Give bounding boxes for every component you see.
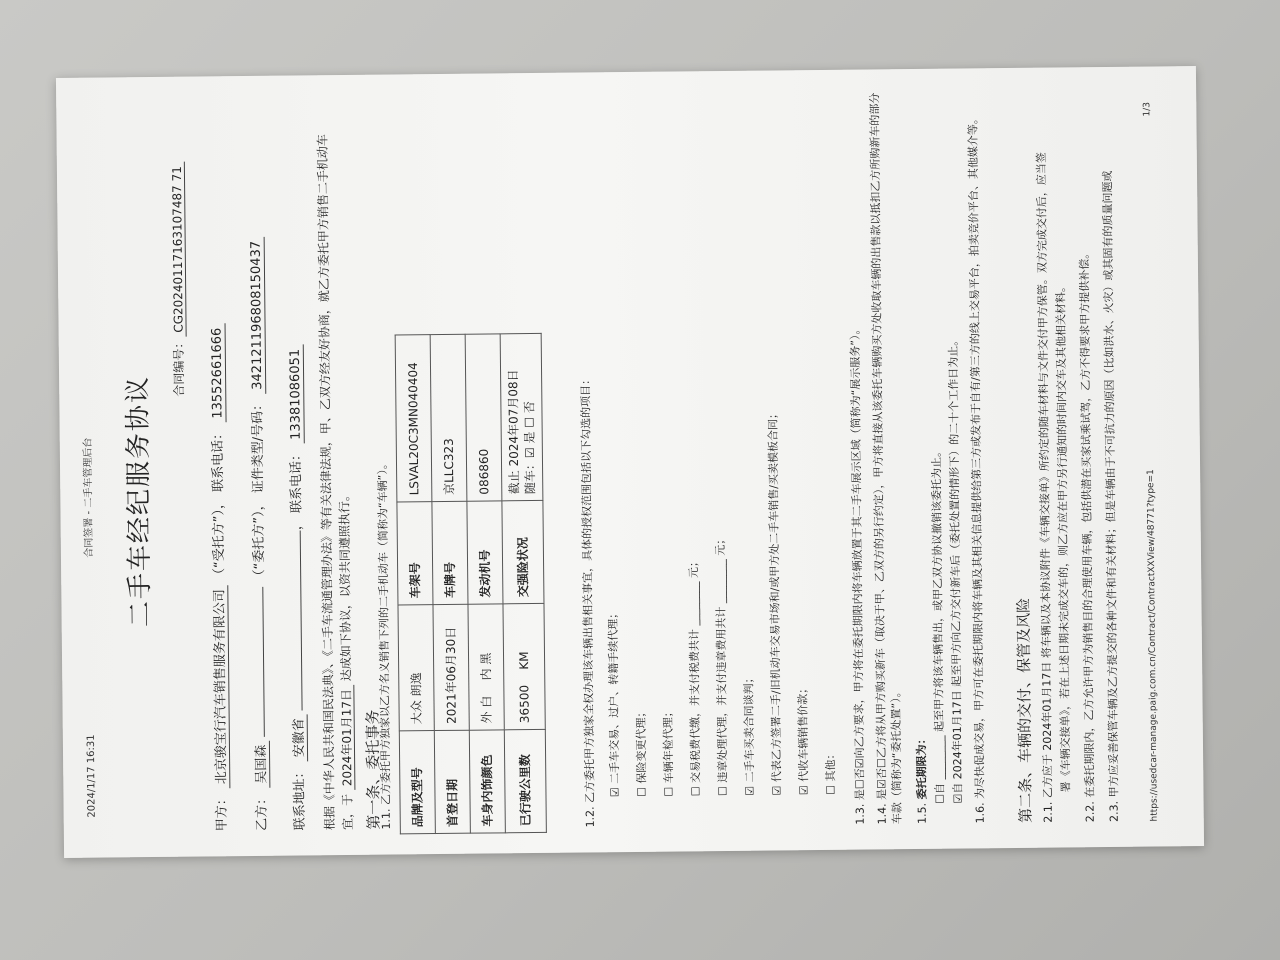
- clause-2-2-text: 在委托期限内，乙方允许甲方为销售目的合理使用车辆，包括供潜在买家试乘试驾，乙方不得要求甲方提供补偿。: [1077, 247, 1097, 798]
- address-phone: 13381086051: [288, 345, 305, 444]
- color-label: 车身内饰颜色: [469, 730, 505, 833]
- option-other[interactable]: ☐ 其他：: [824, 748, 838, 795]
- color-interior: 内 黑: [478, 652, 494, 681]
- party-a-suffix: （“受托方”）: [211, 508, 228, 582]
- contract-number: [169, 162, 188, 397]
- km-number: 36500: [517, 684, 532, 724]
- clause-1-1: [376, 458, 395, 830]
- insurance-expiry: 截止 2024年07月08日: [506, 369, 522, 495]
- clause-1-5-no: 1.5.: [915, 802, 929, 825]
- print-url: https://usedcar-manage.paig.com.cn/Contract/ContractXXView/48771?type=1: [1146, 469, 1160, 822]
- term-option-1[interactable]: ☐自 ________ 起至甲方将该车辆售出，或甲乙双方协议撤销该委托为止。: [929, 445, 947, 804]
- insurance-with-car: 随车：☑ 是 ☐ 否: [522, 401, 538, 495]
- option-collect-payment[interactable]: ☑ 代收车辆销售价款；: [796, 682, 811, 796]
- option-sign-contract[interactable]: ☑ 代表乙方签署二手/旧机动车交易市场和/或甲方处二手车销售/买卖模板合同；: [766, 407, 784, 796]
- km-value: [503, 603, 546, 729]
- system-name: 合同签署 - 二手车管理后台: [82, 437, 95, 558]
- color-value: [468, 604, 504, 730]
- clause-2-2: [1078, 248, 1099, 823]
- party-b-label: 乙方：: [254, 791, 270, 831]
- address-row: 联系地址： 安徽省 ， 联系电话： 13381086051: [287, 345, 310, 831]
- option-tax[interactable]: ☐ 交易税费代缴，并支付税费共计 ________ 元；: [686, 555, 703, 797]
- km-unit: KM: [517, 651, 532, 670]
- party-a-phone-label: 联系电话：: [210, 426, 227, 492]
- clause-1-3-text: 是☐否☑向乙方要求，甲方将在委托期限内将车辆放置于其二手车展示区域（简称为“展示服务”）。: [848, 323, 867, 801]
- option-transfer[interactable]: ☑ 二手车交易、过户、转籍手续代理；: [606, 607, 622, 798]
- insurance-value: [500, 333, 543, 501]
- address-phone-label: 联系电话：: [288, 447, 305, 514]
- party-a-row: 甲方： 北京骏宝行汽车销售服务有限公司 （“受托方”）， 联系电话： 13552661666: [209, 324, 232, 832]
- party-b-row: 乙方： 吴国森 （“委托方”）， 证件类型/号码： 342121196808150437: [248, 237, 272, 831]
- engine-value: 086860: [465, 334, 502, 501]
- print-datetime: 2024/1/17 16:31: [85, 734, 98, 818]
- party-a-label: 甲方：: [214, 792, 230, 832]
- brand-value: 大众 朗逸: [398, 605, 434, 731]
- preamble-line-1: 根据《中华人民共和国民法典》、《二手车流通管理办法》等有关法律法规，甲、乙双方经友好协商，就乙方委托甲方销售二手机动车: [315, 134, 337, 831]
- preamble-suffix: 达成如下协议，以资共同遵照执行。: [337, 489, 354, 682]
- option-insurance[interactable]: ☐ 保险变更代理；: [634, 706, 649, 797]
- contract-number-value: CG20240117163107487 71: [170, 162, 187, 337]
- clause-1-2-no: 1.2.: [583, 806, 597, 828]
- clause-1-2-text: 乙方委托甲方独家全权办理该车辆出售相关事宜，具体的授权范围包括以下勾选的项目：: [579, 373, 597, 804]
- km-label: 已行驶公里数: [504, 729, 546, 832]
- address-value: 安徽省: [292, 714, 308, 761]
- clause-1-2: [579, 374, 599, 828]
- clause-1-6-no: 1.6.: [973, 802, 987, 824]
- clause-2-1-text-a: 乙方应于 2024年01月17日 将车辆以及本协议附件《车辆交接单》所约定的随车材料与文件交付甲方保管。双方完成交付后，应当签: [1034, 152, 1055, 799]
- clause-1-4: [868, 84, 905, 824]
- reg-label: 首登日期: [434, 730, 470, 833]
- party-a-phone: 13552661666: [210, 324, 227, 423]
- clause-1-6: [966, 83, 989, 823]
- clause-1-1-no: 1.1.: [379, 808, 393, 830]
- clause-1-4-no: 1.4.: [875, 803, 889, 825]
- vin-label: 车架号: [397, 502, 433, 605]
- option-violation[interactable]: ☐ 违章处理代理，并支付违章费用共计 ________ 元；: [713, 533, 730, 797]
- preamble-line-2: [336, 489, 356, 830]
- clause-1-1-text: 乙方委托甲方独家以乙方名义销售下列的二手机动车（简称为“车辆”）。: [375, 458, 393, 806]
- engine-label: 发动机号: [467, 501, 503, 604]
- article-2-title: 第二条、车辆的交付、保管及风险: [1014, 597, 1035, 823]
- preamble-prefix: 宜，于: [340, 793, 355, 831]
- address-label: 联系地址：: [292, 765, 308, 831]
- page-number: 1/3: [1142, 102, 1153, 117]
- option-inspection[interactable]: ☐ 车辆年检代理；: [661, 706, 676, 797]
- page-title: 二手车经纪服务协议: [123, 374, 156, 628]
- clause-1-5-title: 委托期限为：: [914, 733, 929, 800]
- clause-1-6-text: 为尽快促成交易，甲方可在委托期限内将车辆及其相关信息提供给第三方或发布于自有/第三方的线上交易平台，拍卖竞价平台、其他媒介等。: [966, 113, 987, 799]
- plate-value: 京LLC323: [430, 334, 467, 501]
- clause-2-2-no: 2.2.: [1083, 801, 1097, 823]
- plate-label: 车牌号: [432, 501, 468, 604]
- color-exterior: 外 白: [479, 695, 494, 724]
- clause-2-3-no: 2.3.: [1107, 800, 1121, 823]
- authorization-options: [597, 407, 844, 797]
- clause-2-1-no: 2.1.: [1041, 801, 1055, 823]
- vehicle-info-table: [395, 333, 548, 835]
- clause-1-4-text: 是☑否☐乙方将从甲方购买新车（取决于甲、乙双方的另行约定），甲方将直接从该委托车辆购买方处收取车辆的出售款以抵扣乙方所购新车的部分车款（简称为“委托处置”）。: [868, 92, 904, 825]
- vin-value: LSVAL20C3MN040404: [395, 335, 432, 502]
- contract-paper: [56, 66, 1204, 858]
- brand-label: 品牌及型号: [399, 731, 435, 834]
- option-negotiation[interactable]: ☑ 二手车买卖合同谈判；: [742, 672, 757, 796]
- party-b-id: 342121196808150437: [249, 237, 267, 394]
- clause-1-3: [849, 323, 869, 824]
- clause-2-1-line-2: 署《车辆交接单》，若在上述日期未完成交车的，则乙方应在甲方另行通知的时间内交车及其他相关材料。: [1054, 280, 1073, 793]
- party-a-name: 北京骏宝行汽车销售服务有限公司: [212, 585, 230, 788]
- clause-1-5: [915, 733, 931, 824]
- clause-2-1-line-1: [1035, 152, 1057, 823]
- article-1-title: 第一条、委托事务: [363, 709, 383, 830]
- clause-1-3-no: 1.3.: [853, 803, 867, 825]
- party-b-id-label: 证件类型/号码：: [250, 397, 267, 494]
- clause-2-3-text: 甲方应妥善保管车辆及乙方提交的各种文件和有关材料；但是车辆由于不可抗力的原因（比如洪水、火灾）或其固有的质量问题或: [1100, 170, 1121, 798]
- contract-page: [56, 66, 1204, 858]
- contract-number-label: 合同编号：: [171, 336, 187, 397]
- reg-value: 2021年06月30日: [433, 604, 469, 730]
- preamble-date: 2024年01月17日: [339, 685, 355, 790]
- insurance-label: 交强险状况: [502, 500, 544, 603]
- party-b-name: 吴国森: [254, 741, 270, 788]
- term-option-2[interactable]: ☑自 2024年01月17日 起至甲方向乙方交付新车后（委托处置的情形下）的二十个工作日为止。: [946, 334, 965, 804]
- party-b-suffix: （“委托方”）: [251, 510, 268, 583]
- clause-2-3: [1101, 170, 1123, 822]
